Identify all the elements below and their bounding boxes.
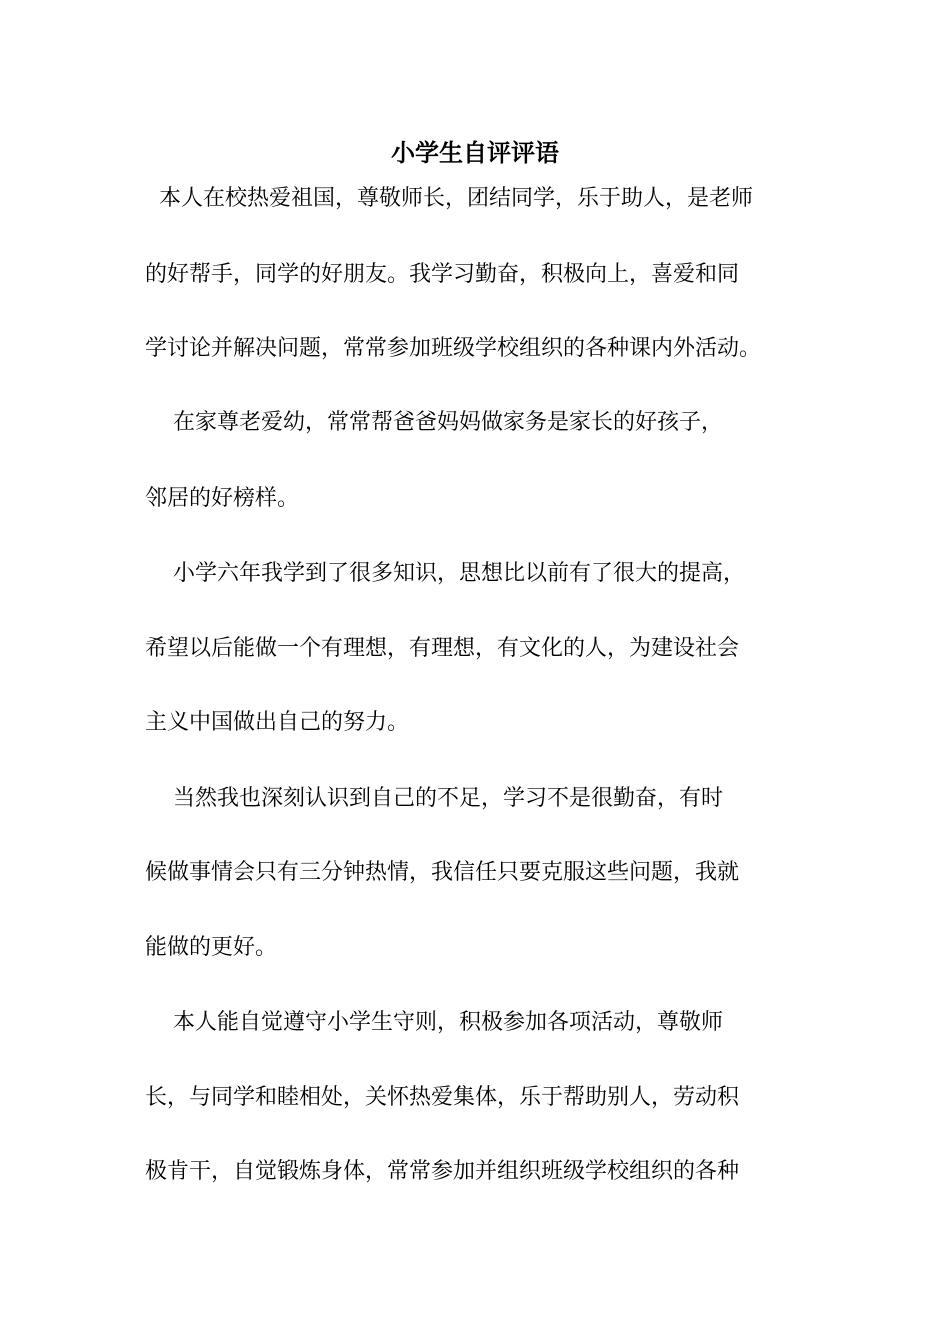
document-title: 小学生自评评语 (391, 138, 559, 167)
text-line: 候做事情会只有三分钟热情，我信任只要克服这些问题，我就 (145, 860, 740, 885)
text-line: 主义中国做出自己的努力。 (145, 710, 410, 735)
text-line: 能做的更好。 (145, 935, 278, 960)
text-line: 长，与同学和睦相处，关怀热爱集体，乐于帮助别人，劳动积 (145, 1085, 740, 1110)
text-line: 学讨论并解决问题，常常参加班级学校组织的各种课内外活动。 (145, 336, 762, 361)
text-line: 小学六年我学到了很多知识，思想比以前有了很大的提高， (145, 561, 745, 586)
text-line: 本人能自觉遵守小学生守则，积极参加各项活动，尊敬师 (145, 1010, 723, 1035)
text-line: 希望以后能做一个有理想，有理想，有文化的人，为建设社会 (145, 636, 740, 661)
text-line: 在家尊老爱幼，常常帮爸爸妈妈做家务是家长的好孩子， (145, 410, 723, 435)
text-line: 的好帮手，同学的好朋友。我学习勤奋，积极向上，喜爱和同 (145, 262, 740, 287)
text-line: 本人在校热爱祖国，尊敬师长，团结同学，乐于助人，是老师 (145, 186, 753, 211)
text-line: 当然我也深刻认识到自己的不足，学习不是很勤奋，有时 (145, 786, 723, 811)
text-line: 极肯干，自觉锻炼身体，常常参加并组织班级学校组织的各种 (145, 1159, 740, 1184)
text-line: 邻居的好榜样。 (145, 486, 300, 511)
